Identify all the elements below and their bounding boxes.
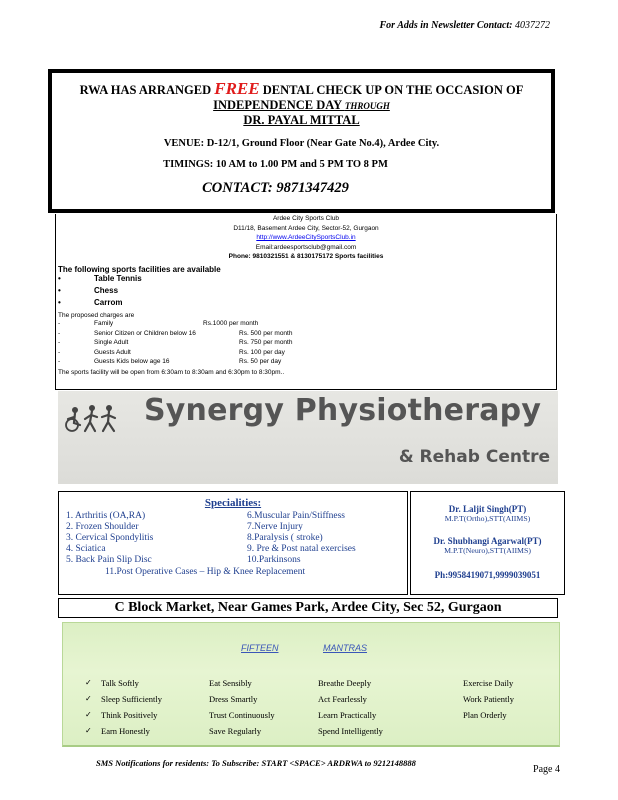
timings-line: TIMINGS: 10 AM to 1.00 PM and 5 PM TO 8 PM	[163, 159, 388, 170]
doctor-name: DR. PAYAL MITTAL	[243, 113, 360, 127]
mantra-item: Save Regularly	[209, 726, 262, 736]
bullet-icon: •	[58, 285, 61, 295]
dental-checkup-notice	[48, 69, 555, 213]
sports-club-notice	[55, 214, 557, 390]
list-item: 11.Post Operative Cases – Hip & Knee Replacement	[105, 567, 306, 577]
mantra-item: Spend Intelligently	[318, 726, 383, 736]
mantra-item: Act Fearlessly	[318, 694, 367, 704]
notice-headline	[52, 81, 551, 98]
charge-row: - Guests Kids below age 16 Rs. 50 per day	[58, 358, 282, 366]
headline-suffix: DENTAL CHECK UP ON THE OCCASION OF	[259, 83, 524, 97]
list-item: 8.Paralysis ( stroke)	[247, 533, 323, 543]
mantra-item: Breathe Deeply	[318, 678, 372, 688]
checkmark-icon: ✓	[85, 678, 92, 687]
mantras-heading-word-1: FIFTEEN	[241, 643, 279, 653]
notice-occasion	[52, 98, 551, 113]
list-item: 6.Muscular Pain/Stiffness	[247, 511, 345, 521]
mantras-column-3	[318, 675, 383, 739]
charge-row: - Single Adult Rs. 750 per month	[58, 339, 293, 347]
contact-line: CONTACT: 9871347429	[202, 180, 349, 196]
ad-contact-number: 4037272	[515, 20, 550, 31]
charge-row: - Guests Adult Rs. 100 per day	[58, 348, 285, 356]
specialities-box	[58, 491, 408, 595]
mantra-item: Earn Honestly	[101, 726, 150, 736]
checkmark-column	[85, 675, 92, 739]
club-timings: The sports facility will be open from 6:30am to 8:30am and 6:30pm to 8:30pm..	[58, 368, 285, 376]
mantra-item: Eat Sensibly	[209, 678, 252, 688]
doctors-box	[410, 491, 565, 595]
mantra-item: Plan Orderly	[463, 710, 507, 720]
fifteen-mantras-box	[62, 622, 560, 747]
list-item: 9. Pre & Post natal exercises	[247, 544, 356, 554]
club-website-link[interactable]: http://www.ArdeeCitySportsClub.in	[256, 234, 356, 242]
facility-item: • Table Tennis	[58, 273, 142, 283]
list-item: 3. Cervical Spondylitis	[66, 533, 154, 543]
checkmark-icon: ✓	[85, 694, 92, 703]
specialities-right-column	[247, 511, 356, 566]
facility-item: • Carrom	[58, 297, 123, 307]
free-word: FREE	[214, 79, 260, 98]
specialities-title: Specialities:	[204, 497, 262, 509]
physio-subtitle: & Rehab Centre	[398, 447, 550, 467]
clinic-address: C Block Market, Near Games Park, Ardee City, Sec 52, Gurgaon	[58, 598, 558, 618]
mantras-column-4	[463, 675, 514, 723]
club-phone: Phone: 9810321551 & 8130175172 Sports facilities	[228, 253, 384, 261]
list-item: 1. Arthritis (OA,RA)	[66, 511, 146, 521]
mantra-item: Trust Continuously	[209, 710, 275, 720]
newsletter-ad-contact	[380, 20, 550, 31]
venue-line: VENUE: D-12/1, Ground Floor (Near Gate No.4), Ardee City.	[163, 138, 440, 149]
mantra-item: Sleep Sufficiently	[101, 694, 162, 704]
list-item: 2. Frozen Shoulder	[66, 522, 139, 532]
list-item: 7.Nerve Injury	[247, 522, 303, 532]
bullet-icon: •	[58, 273, 61, 283]
occasion-text: INDEPENDENCE DAY	[213, 98, 345, 112]
mantras-heading-word-2: MANTRAS	[323, 643, 368, 653]
checkmark-icon: ✓	[85, 710, 92, 719]
specialities-left-column	[66, 511, 153, 566]
mantra-item: Work Patiently	[463, 694, 515, 704]
club-name: Ardee City Sports Club	[272, 215, 340, 222]
mantra-item: Learn Practically	[318, 710, 377, 720]
charge-row: - Senior Citizen or Children below 16 Rs. 500 per month	[58, 329, 293, 337]
physio-figures-logo-icon	[62, 403, 122, 439]
checkmark-icon: ✓	[85, 726, 92, 735]
mantra-item: Dress Smartly	[209, 694, 258, 704]
mantra-item: Think Positively	[101, 710, 158, 720]
mantras-column-1	[101, 675, 162, 739]
doctor-2-qualification: M.P.T(Neuro),STT(AIIMS)	[444, 546, 531, 555]
charges-heading: The proposed charges are	[58, 311, 135, 319]
doctor-1-name: Dr. Laljit Singh(PT)	[448, 504, 527, 514]
mantra-item: Talk Softly	[101, 678, 139, 688]
mantras-column-2	[209, 675, 275, 739]
mantra-item: Exercise Daily	[463, 678, 514, 688]
physiotherapy-banner	[58, 391, 558, 484]
list-item: 10.Parkinsons	[247, 555, 301, 565]
page-number: Page 4	[533, 764, 560, 775]
through-word: THROUGH	[344, 101, 390, 111]
charge-row: - Family Rs.1000 per month	[58, 319, 259, 327]
facility-item: • Chess	[58, 285, 119, 295]
doctor-1-qualification: M.P.T(Ortho),STT(AIIMS)	[444, 514, 531, 523]
headline-prefix: RWA HAS ARRANGED	[79, 83, 215, 97]
club-address: D11/18, Basement Ardee City, Sector-52, Gurgaon	[233, 224, 379, 232]
bullet-icon: •	[58, 297, 61, 307]
club-email: Email:ardeesportsclub@gmail.com	[255, 243, 357, 251]
doctors-phone: Ph:9958419071,9999039051	[434, 570, 541, 580]
list-item: 5. Back Pain Slip Disc	[66, 555, 152, 565]
physio-title: Synergy Physiotherapy	[144, 393, 542, 428]
facilities-heading: The following sports facilities are available	[58, 264, 221, 274]
sms-subscription-note: SMS Notifications for residents: To Subscribe: START <SPACE> ARDRWA to 9212148888	[96, 758, 416, 768]
list-item: 4. Sciatica	[66, 544, 106, 554]
ad-contact-label: For Adds in Newsletter Contact:	[379, 20, 513, 31]
doctor-2-name: Dr. Shubhangi Agarwal(PT)	[433, 536, 542, 546]
